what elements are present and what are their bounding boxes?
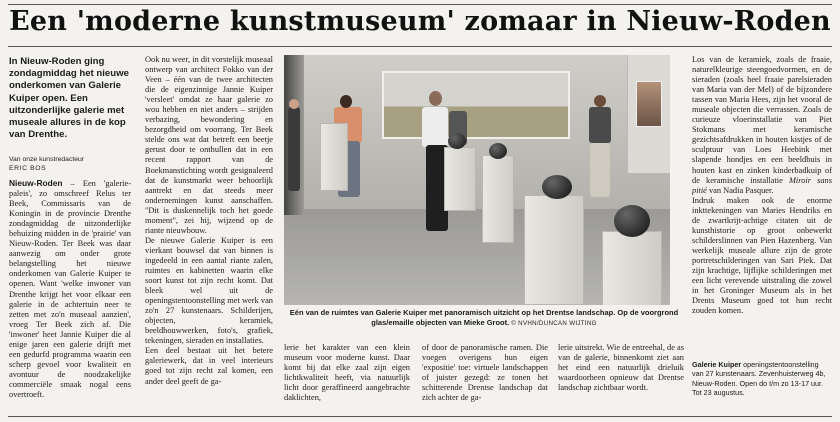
headline: Een 'moderne kunstmuseum' zomaar in Nieuw-Roden [9,6,831,37]
below-photo-text-1: lerie het karakter van een klein museum voor moderne kunst. Daar komt bij dat elke zaal zijn eigen lichtkwaliteit heeft, via natuurlijk licht door geraffineerd aangebrachte daklichten, [284,343,410,403]
byline-name: ERIC BOS [9,164,47,172]
wall-painting [636,81,662,127]
byline [9,156,131,173]
bottom-rule [8,416,832,417]
photo-credit: © NVHN/DUNCAN WIJTING [511,319,597,327]
gallery-photo [284,55,670,305]
dateline: Nieuw-Roden [9,178,63,188]
column-2-paragraph-2: De nieuwe Galerie Kuiper is een vierkant bouwsel dat van binnen is ingedeeld in een aantal riante zalen, ruimtes en kabinetten waarin elke soort kunst tot zijn recht komt. Dat bleek wel uit de openingstentoonstelling met werk van zo'n 27 kunstenaars. Schilderijen, objecten, keramiek, beeldhouwwerken, foto's, grafiek, tekeningen, sieraden en installaties. [145,235,273,346]
below-photo-text-3: lerie uitstrekt. Wie de entreehal, de as van de galerie, binnenkomt ziet aan het eind een natuurlijk drieluik waardoorheen opnieuw dat Drentse landschap zichtbaar wordt. [558,343,684,393]
column-4-paragraph-1: Los van de keramiek, zoals de fraaie, naturelkleurige steengoedvormen, en de sieraden (zoals heel fraaie parelsieraden van Maria van der Mel) of de bijzondere tassen van Maria Hees, zijn het vooral de museale objecten die verrassen. Zoals de curieuze vloerinstallatie van Piet Stokmans met keramische gezichtsafdrukken in houten kistjes of de sculptuur van Loes Heebink met slapende hondjes en een beeldbuis in houten kast en zinken kinderbadkuip of de keramische installatie Miroir sans pitié van Nadia Pasquer. [692,55,832,195]
top-rule [8,4,832,5]
column-2-paragraph-1: Ook nu weer, in dit vorstelijk museaal ontwerp van architect Fokko van der Veen – één van de twee architecten die de eigenzinnige Jannie Kuiper 'versleet' omdat ze haar galerie zo wou hebben en niet anders – strijden verbazing, bewondering en bezorgdheid om voorrang. Ter Beek stelde ons wat dat betreft een beetje gerust door te onthullen dat in een recent rapport van de Boekmanstichting wordt gesignaleerd dat de kunstmarkt weer behoorlijk aantrekt en dat steeds meer ondernemingen kunst aanschaffen. "Dit is duskennelijk toch het goede moment", zei hij, wijzend op de riante nieuwbouw. [145,55,273,235]
caption-text: Eén van de ruimtes van Galerie Kuiper met panoramisch uitzicht op het Drentse landschap. Op de voorgrond glas/emaille objecten van Mieke Groot. [289,308,679,327]
column-1-text: – Een 'galerie-paleis', zo omschreef Relus ter Beek, Commissaris van de Koningin in de provincie Drenthe zondagmiddag de uitzonderlijke behuizing midden in de 'prairie' van Nieuw-Roden. Ter Beek was daar aanwezig om onder grote belangstelling het nieuwe onderkomen van Galerie Kuiper te openen. Want 'welke inwoner van Drenthe krijgt het voor elkaar een galerie in de achtertuin neer te zetten met zo'n museaal aanzien', vroeg Ter Beek zich af. Die 'inwoner' heet Jannie Kuiper die al enige jaren een galerie drijft met een gedurfd programma waarin een scherp gevoel voor kwaliteit en avontuur de noodzakelijke commerciële smaak nogal eens overtroeft. [9,179,131,399]
lead-paragraph: In Nieuw-Roden ging zondagmiddag het nieuwe onderkomen van Galerie Kuiper open. Een uitzonderlijke galerie met museale allures in de kop van Drenthe. [9,56,129,141]
below-photo-text-2: of door de panoramische ramen. Die voegen overigens hun eigen 'expositie' toe: virtuele landschappen of juister gezegd: ze tonen het schitterende Drentse landschap dat zich achter de ga- [422,343,548,403]
column-4-paragraph-2: Indruk maken ook de enorme inkttekeningen van Maries Hendriks en de zwartkrijt-achtige citaten uit de kunsthistorie op groot onbewerkt schilderslinnen van Pien Hazenberg. Van werkelijk museale allure zijn de grote portretschilderingen van Sari Piek. Dat zijn krachtige, lijflijke schilderingen met een licht verevende uitstraling die zowel in het Groninger Museum als in het Drents Museum goed tot hun recht zouden komen. [692,195,832,316]
below-photo-column-2 [422,343,548,414]
exhibition-info [692,360,832,397]
column-2-paragraph-3: Een deel bestaat uit het betere galeriewerk, dat in veel interieurs goed tot zijn recht zal komen, een ander deel geeft de ga- [145,346,273,386]
headline-rule [8,46,832,47]
photo-caption [284,308,684,329]
panoramic-window [382,71,570,139]
info-label: Galerie Kuiper [692,360,742,369]
byline-role: Van onze kunstredacteur [9,156,85,163]
article-column-4 [692,55,832,357]
below-photo-column-3 [558,343,684,414]
info-text: openingstentoonstelling van 27 kunstenaars. Zevenhuisterweg 4b, Nieuw-Roden. Open do t/m zo 13-17 uur. Tot 23 augustus. [692,360,826,397]
below-photo-column-1 [284,343,410,414]
article-column-1 [9,178,131,414]
article-column-2 [145,55,273,414]
